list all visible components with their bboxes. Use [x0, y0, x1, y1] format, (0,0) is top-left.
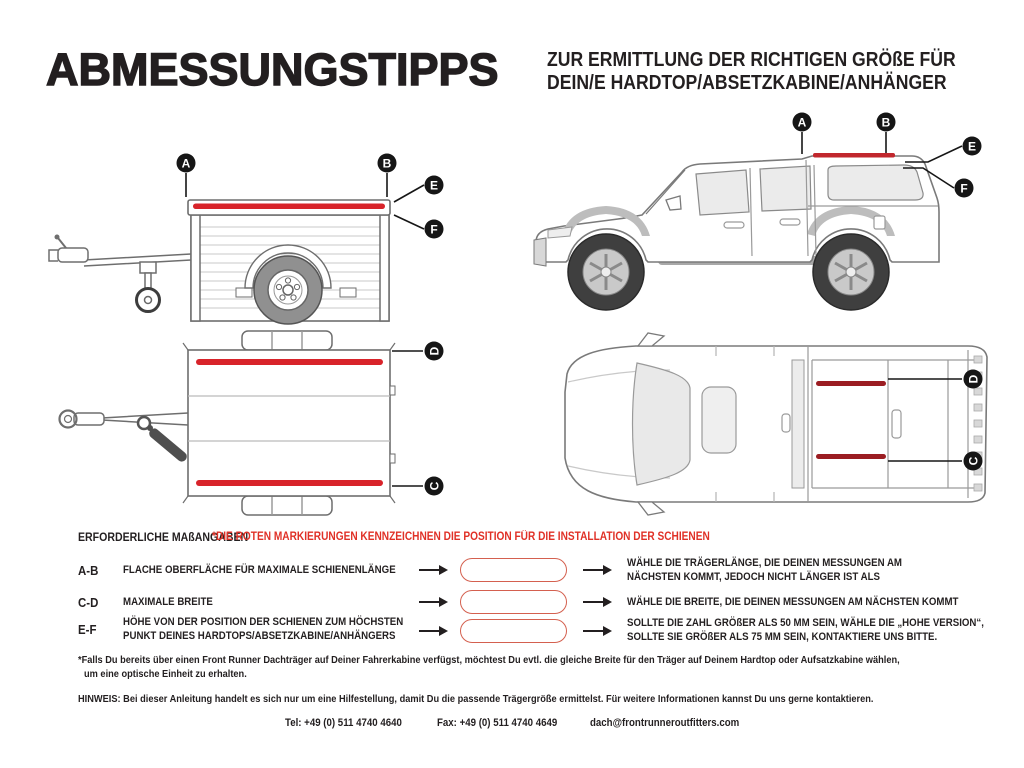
- rail-marking-top-trailer-left: [196, 359, 383, 365]
- rail-marking-side-truck: [813, 153, 895, 158]
- page-title: ABMESSUNGSTIPPS: [46, 44, 499, 95]
- row-cd-description: MAXIMALE BREITE: [123, 596, 213, 608]
- section-title: ERFORDERLICHE MAßANGABEN: [78, 530, 249, 544]
- svg-text:E: E: [967, 139, 977, 154]
- svg-text:D: D: [427, 346, 442, 356]
- svg-text:A: A: [181, 156, 191, 171]
- trailer-top-view-diagram: [40, 328, 460, 528]
- svg-text:E: E: [429, 178, 439, 193]
- range-label-ab: A-B: [78, 563, 99, 578]
- arrow-right-icon: [583, 569, 603, 571]
- footnote-line-1: *Falls Du bereits über einen Front Runner Dachträger auf Deiner Fahrerkabine verfügst, möchtest Du evtl. die gleiche Breite für den Träger auf Deinem Hardtop oder Aufsatzkabine wählen,: [78, 654, 900, 666]
- row-ef-description: HÖHE VON DER POSITION DER SCHIENEN ZUM HÖCHSTEN PUNKT DEINES HARDTOPS/ABSETZKABINE/ANHÄNGERS: [123, 616, 404, 642]
- contact-fax: Fax: +49 (0) 511 4740 4649: [437, 717, 558, 729]
- rail-marking-top-truck-left: [816, 381, 886, 386]
- row-cd-result: WÄHLE DIE BREITE, DIE DEINEN MESSUNGEN AM NÄCHSTEN KOMMT: [627, 596, 959, 608]
- contact-tel: Tel: +49 (0) 511 4740 4640: [285, 717, 402, 729]
- measurement-blank-cd: [460, 590, 567, 614]
- arrow-right-icon: [583, 601, 603, 603]
- arrow-right-icon: [419, 630, 439, 632]
- red-markings-note: *DIE ROTEN MARKIERUNGEN KENNZEICHNEN DIE POSITION FÜR DIE INSTALLATION DER SCHIENEN: [212, 531, 710, 543]
- subtitle-line-1: ZUR ERMITTLUNG DER RICHTIGEN GRÖßE FÜR: [547, 49, 956, 71]
- range-label-ef: E-F: [78, 622, 97, 637]
- subtitle-line-2: DEIN/E HARDTOP/ABSETZKABINE/ANHÄNGER: [547, 72, 947, 94]
- range-label-cd: C-D: [78, 595, 99, 610]
- rail-marking-top-trailer-right: [196, 480, 383, 486]
- arrow-right-icon: [583, 630, 603, 632]
- svg-text:F: F: [430, 222, 438, 237]
- svg-text:D: D: [966, 374, 981, 384]
- row-ab-result: WÄHLE DIE TRÄGERLÄNGE, DIE DEINEN MESSUNGEN AM NÄCHSTEN KOMMT, JEDOCH NICHT LÄNGER IST ALS: [627, 557, 902, 583]
- row-ef-result: SOLLTE DIE ZAHL GRÖßER ALS 50 MM SEIN, WÄHLE DIE „HOHE VERSION“, SOLLTE SIE GRÖßER ALS 75 MM SEIN, KONTAKTIERE UNS BITTE.: [627, 617, 984, 643]
- svg-text:F: F: [960, 181, 968, 196]
- measurement-blank-ab: [460, 558, 567, 582]
- row-ab-description: FLACHE OBERFLÄCHE FÜR MAXIMALE SCHIENENLÄNGE: [123, 564, 396, 576]
- trailer-top-labels: [425, 342, 444, 496]
- rail-marking-top-truck-right: [816, 454, 886, 459]
- arrow-right-icon: [419, 601, 439, 603]
- truck-top-view-diagram: [540, 330, 1000, 520]
- svg-text:B: B: [881, 115, 891, 130]
- arrow-right-icon: [419, 569, 439, 571]
- svg-text:A: A: [797, 115, 807, 130]
- page-subtitle: [547, 49, 956, 95]
- truck-side-view-diagram: [520, 108, 1000, 323]
- footnote-line-2: um eine optische Einheit zu erhalten.: [84, 668, 247, 680]
- svg-text:C: C: [427, 481, 442, 491]
- svg-text:B: B: [382, 156, 392, 171]
- hinweis-note: HINWEIS: Bei dieser Anleitung handelt es sich nur um eine Hilfestellung, damit Du die passende Trägergröße ermittelst. Für weitere Informationen kannst Du uns gerne kontaktieren.: [78, 693, 874, 705]
- contact-email: dach@frontrunneroutfitters.com: [590, 717, 740, 729]
- measurement-blank-ef: [460, 619, 567, 643]
- trailer-side-view-diagram: [40, 140, 460, 340]
- rail-marking-side-trailer: [193, 204, 385, 210]
- svg-text:C: C: [966, 456, 981, 466]
